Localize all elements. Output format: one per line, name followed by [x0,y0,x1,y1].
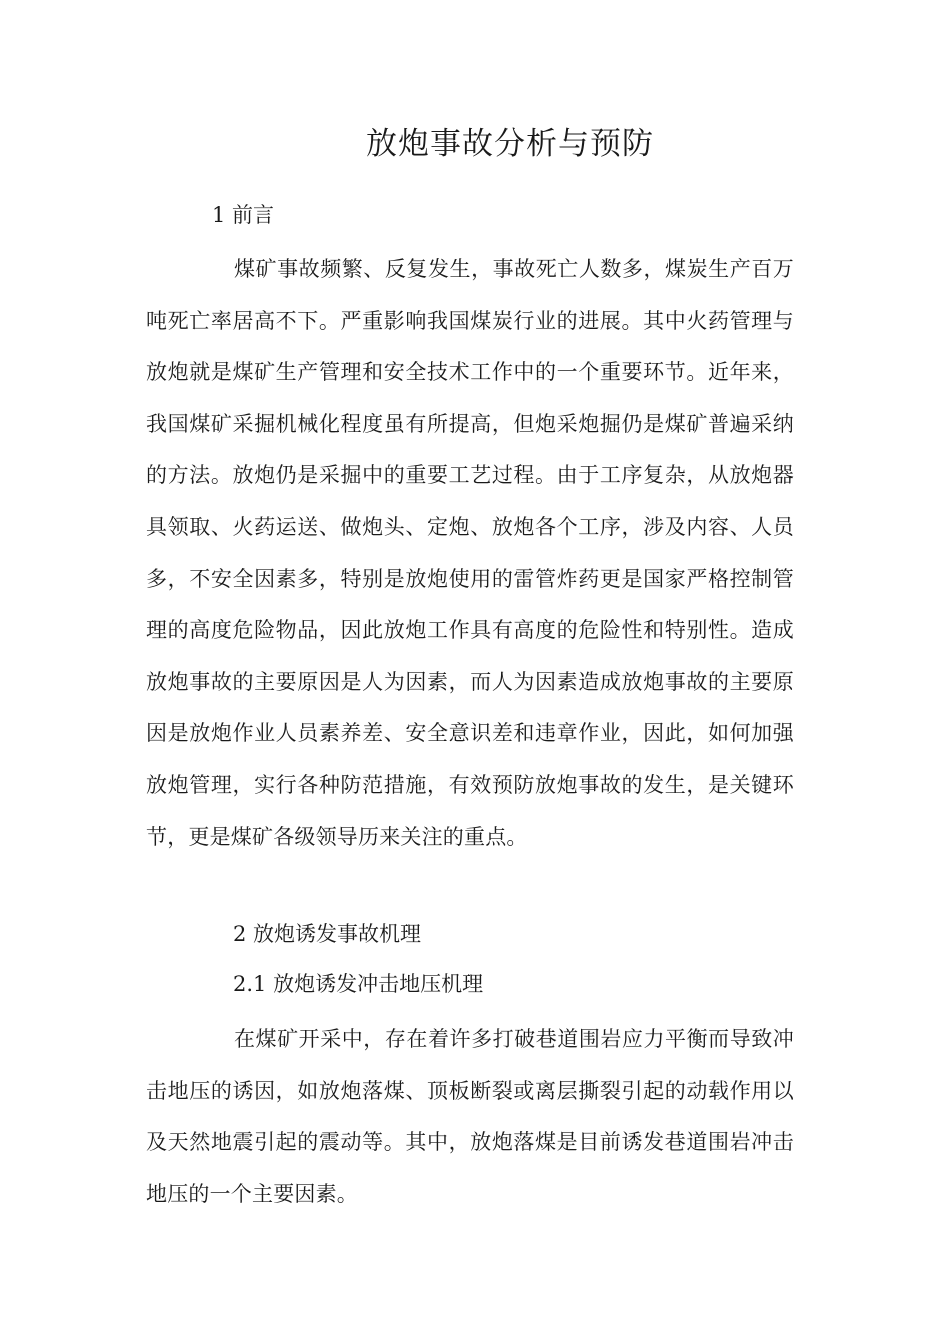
section-2-1-paragraph: 在煤矿开采中，存在着许多打破巷道围岩应力平衡而导致冲击地压的诱因，如放炮落煤、顶板断裂或离层撕裂引起的动载作用以及天然地震引起的震动等。其中，放炮落煤是目前诱发巷道围岩冲击地压的一个主要因素。 [146,1027,794,1206]
document-title: 放炮事故分析与预防 [366,126,654,162]
section-heading-intro: 1 前言 [212,203,275,227]
section-heading-2: 2 放炮诱发事故机理 [233,922,422,946]
intro-paragraph: 煤矿事故频繁、反复发生，事故死亡人数多，煤炭生产百万吨死亡率居高不下。严重影响我国煤炭行业的进展。其中火药管理与放炮就是煤矿生产管理和安全技术工作中的一个重要环节。近年来，我国煤矿采掘机械化程度虽有所提高，但炮采炮掘仍是煤矿普遍采纳的方法。放炮仍是采掘中的重要工艺过程。由于工序复杂，从放炮器具领取、火药运送、做炮头、定炮、放炮各个工序，涉及内容、人员多，不安全因素多，特别是放炮使用的雷管炸药更是国家严格控制管理的高度危险物品，因此放炮工作具有高度的危险性和特别性。造成放炮事故的主要原因是人为因素，而人为因素造成放炮事故的主要原因是放炮作业人员素养差、安全意识差和违章作业，因此，如何加强放炮管理，实行各种防范措施，有效预防放炮事故的发生，是关键环节，更是煤矿各级领导历来关注的重点。 [146,257,794,849]
section-heading-2-1: 2.1 放炮诱发冲击地压机理 [233,972,484,996]
